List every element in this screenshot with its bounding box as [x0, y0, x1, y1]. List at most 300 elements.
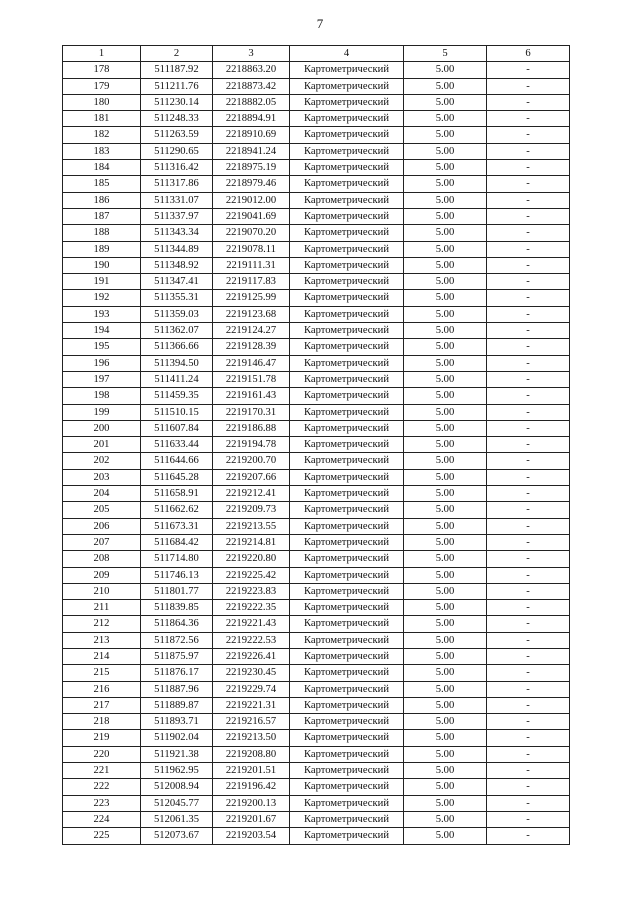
table-row — [63, 697, 570, 713]
y-coordinate-cell: 2219220.80 — [213, 551, 290, 567]
y-coordinate-cell: 2219214.81 — [213, 534, 290, 550]
point-number-cell: 214 — [63, 648, 141, 664]
y-coordinate-cell: 2219070.20 — [213, 225, 290, 241]
y-coordinate-cell: 2219041.69 — [213, 208, 290, 224]
point-number-cell: 223 — [63, 795, 141, 811]
method-cell: Картометрический — [290, 632, 404, 648]
x-coordinate-cell: 511211.76 — [141, 78, 213, 94]
table-row — [63, 274, 570, 290]
y-coordinate-cell: 2219151.78 — [213, 371, 290, 387]
y-coordinate-cell: 2219213.50 — [213, 730, 290, 746]
y-coordinate-cell: 2219225.42 — [213, 567, 290, 583]
accuracy-cell: 5.00 — [404, 648, 487, 664]
note-cell: - — [487, 241, 570, 257]
accuracy-cell: 5.00 — [404, 518, 487, 534]
point-number-cell: 198 — [63, 388, 141, 404]
column-header: 5 — [404, 46, 487, 62]
note-cell: - — [487, 486, 570, 502]
accuracy-cell: 5.00 — [404, 355, 487, 371]
x-coordinate-cell: 512061.35 — [141, 811, 213, 827]
x-coordinate-cell: 511658.91 — [141, 486, 213, 502]
method-cell: Картометрический — [290, 795, 404, 811]
x-coordinate-cell: 511411.24 — [141, 371, 213, 387]
table-row — [63, 371, 570, 387]
method-cell: Картометрический — [290, 600, 404, 616]
table-row — [63, 290, 570, 306]
table-row — [63, 469, 570, 485]
x-coordinate-cell: 511317.86 — [141, 176, 213, 192]
note-cell: - — [487, 111, 570, 127]
table-row — [63, 192, 570, 208]
note-cell: - — [487, 811, 570, 827]
note-cell: - — [487, 339, 570, 355]
x-coordinate-cell: 511347.41 — [141, 274, 213, 290]
note-cell: - — [487, 616, 570, 632]
method-cell: Картометрический — [290, 714, 404, 730]
y-coordinate-cell: 2219221.31 — [213, 697, 290, 713]
accuracy-cell: 5.00 — [404, 192, 487, 208]
note-cell: - — [487, 567, 570, 583]
y-coordinate-cell: 2219128.39 — [213, 339, 290, 355]
method-cell: Картометрический — [290, 811, 404, 827]
note-cell: - — [487, 453, 570, 469]
x-coordinate-cell: 511662.62 — [141, 502, 213, 518]
y-coordinate-cell: 2219201.67 — [213, 811, 290, 827]
method-cell: Картометрический — [290, 371, 404, 387]
point-number-cell: 213 — [63, 632, 141, 648]
column-header: 4 — [290, 46, 404, 62]
method-cell: Картометрический — [290, 192, 404, 208]
accuracy-cell: 5.00 — [404, 257, 487, 273]
note-cell: - — [487, 290, 570, 306]
y-coordinate-cell: 2219200.13 — [213, 795, 290, 811]
point-number-cell: 179 — [63, 78, 141, 94]
y-coordinate-cell: 2218873.42 — [213, 78, 290, 94]
method-cell: Картометрический — [290, 534, 404, 550]
point-number-cell: 186 — [63, 192, 141, 208]
note-cell: - — [487, 763, 570, 779]
x-coordinate-cell: 511746.13 — [141, 567, 213, 583]
method-cell: Картометрический — [290, 616, 404, 632]
point-number-cell: 207 — [63, 534, 141, 550]
y-coordinate-cell: 2219078.11 — [213, 241, 290, 257]
note-cell: - — [487, 404, 570, 420]
accuracy-cell: 5.00 — [404, 567, 487, 583]
table-row — [63, 94, 570, 110]
point-number-cell: 216 — [63, 681, 141, 697]
method-cell: Картометрический — [290, 323, 404, 339]
note-cell: - — [487, 828, 570, 844]
x-coordinate-cell: 512008.94 — [141, 779, 213, 795]
method-cell: Картометрический — [290, 437, 404, 453]
note-cell: - — [487, 583, 570, 599]
y-coordinate-cell: 2219216.57 — [213, 714, 290, 730]
x-coordinate-cell: 511921.38 — [141, 746, 213, 762]
note-cell: - — [487, 697, 570, 713]
method-cell: Картометрический — [290, 828, 404, 844]
table-row — [63, 779, 570, 795]
accuracy-cell: 5.00 — [404, 730, 487, 746]
note-cell: - — [487, 502, 570, 518]
x-coordinate-cell: 511864.36 — [141, 616, 213, 632]
table-row — [63, 502, 570, 518]
y-coordinate-cell: 2219124.27 — [213, 323, 290, 339]
note-cell: - — [487, 665, 570, 681]
column-header: 1 — [63, 46, 141, 62]
table-row — [63, 404, 570, 420]
x-coordinate-cell: 511359.03 — [141, 306, 213, 322]
table-row — [63, 111, 570, 127]
x-coordinate-cell: 512045.77 — [141, 795, 213, 811]
x-coordinate-cell: 511510.15 — [141, 404, 213, 420]
point-number-cell: 202 — [63, 453, 141, 469]
point-number-cell: 225 — [63, 828, 141, 844]
accuracy-cell: 5.00 — [404, 306, 487, 322]
x-coordinate-cell: 511187.92 — [141, 62, 213, 78]
accuracy-cell: 5.00 — [404, 665, 487, 681]
method-cell: Картометрический — [290, 730, 404, 746]
point-number-cell: 188 — [63, 225, 141, 241]
accuracy-cell: 5.00 — [404, 274, 487, 290]
column-header: 6 — [487, 46, 570, 62]
table-header-row — [63, 46, 570, 62]
table-row — [63, 143, 570, 159]
x-coordinate-cell: 511343.34 — [141, 225, 213, 241]
table-row — [63, 388, 570, 404]
note-cell: - — [487, 730, 570, 746]
accuracy-cell: 5.00 — [404, 143, 487, 159]
method-cell: Картометрический — [290, 274, 404, 290]
point-number-cell: 195 — [63, 339, 141, 355]
x-coordinate-cell: 511839.85 — [141, 600, 213, 616]
point-number-cell: 221 — [63, 763, 141, 779]
coordinates-table — [62, 45, 570, 845]
method-cell: Картометрический — [290, 78, 404, 94]
point-number-cell: 206 — [63, 518, 141, 534]
note-cell: - — [487, 534, 570, 550]
table-row — [63, 323, 570, 339]
method-cell: Картометрический — [290, 518, 404, 534]
note-cell: - — [487, 62, 570, 78]
method-cell: Картометрический — [290, 355, 404, 371]
note-cell: - — [487, 160, 570, 176]
y-coordinate-cell: 2219012.00 — [213, 192, 290, 208]
table-row — [63, 518, 570, 534]
method-cell: Картометрический — [290, 502, 404, 518]
method-cell: Картометрический — [290, 339, 404, 355]
table-row — [63, 714, 570, 730]
y-coordinate-cell: 2218910.69 — [213, 127, 290, 143]
table-row — [63, 339, 570, 355]
accuracy-cell: 5.00 — [404, 763, 487, 779]
point-number-cell: 201 — [63, 437, 141, 453]
accuracy-cell: 5.00 — [404, 290, 487, 306]
point-number-cell: 190 — [63, 257, 141, 273]
x-coordinate-cell: 511344.89 — [141, 241, 213, 257]
x-coordinate-cell: 511673.31 — [141, 518, 213, 534]
column-header: 3 — [213, 46, 290, 62]
table-row — [63, 583, 570, 599]
table-row — [63, 795, 570, 811]
accuracy-cell: 5.00 — [404, 795, 487, 811]
method-cell: Картометрический — [290, 388, 404, 404]
table-row — [63, 127, 570, 143]
x-coordinate-cell: 511644.66 — [141, 453, 213, 469]
x-coordinate-cell: 511876.17 — [141, 665, 213, 681]
table-row — [63, 811, 570, 827]
x-coordinate-cell: 511645.28 — [141, 469, 213, 485]
x-coordinate-cell: 511902.04 — [141, 730, 213, 746]
note-cell: - — [487, 600, 570, 616]
y-coordinate-cell: 2219196.42 — [213, 779, 290, 795]
note-cell: - — [487, 632, 570, 648]
method-cell: Картометрический — [290, 681, 404, 697]
x-coordinate-cell: 511962.95 — [141, 763, 213, 779]
point-number-cell: 191 — [63, 274, 141, 290]
point-number-cell: 187 — [63, 208, 141, 224]
note-cell: - — [487, 779, 570, 795]
accuracy-cell: 5.00 — [404, 453, 487, 469]
accuracy-cell: 5.00 — [404, 160, 487, 176]
method-cell: Картометрический — [290, 241, 404, 257]
y-coordinate-cell: 2219194.78 — [213, 437, 290, 453]
x-coordinate-cell: 511607.84 — [141, 420, 213, 436]
x-coordinate-cell: 511331.07 — [141, 192, 213, 208]
note-cell: - — [487, 323, 570, 339]
method-cell: Картометрический — [290, 176, 404, 192]
point-number-cell: 208 — [63, 551, 141, 567]
accuracy-cell: 5.00 — [404, 632, 487, 648]
x-coordinate-cell: 511872.56 — [141, 632, 213, 648]
accuracy-cell: 5.00 — [404, 78, 487, 94]
y-coordinate-cell: 2218941.24 — [213, 143, 290, 159]
y-coordinate-cell: 2219146.47 — [213, 355, 290, 371]
accuracy-cell: 5.00 — [404, 469, 487, 485]
point-number-cell: 197 — [63, 371, 141, 387]
table-row — [63, 420, 570, 436]
y-coordinate-cell: 2219203.54 — [213, 828, 290, 844]
y-coordinate-cell: 2218894.91 — [213, 111, 290, 127]
note-cell: - — [487, 306, 570, 322]
table-row — [63, 160, 570, 176]
y-coordinate-cell: 2218975.19 — [213, 160, 290, 176]
y-coordinate-cell: 2219222.53 — [213, 632, 290, 648]
accuracy-cell: 5.00 — [404, 714, 487, 730]
table-row — [63, 616, 570, 632]
table-row — [63, 453, 570, 469]
point-number-cell: 220 — [63, 746, 141, 762]
note-cell: - — [487, 681, 570, 697]
table-row — [63, 665, 570, 681]
note-cell: - — [487, 518, 570, 534]
table-row — [63, 551, 570, 567]
note-cell: - — [487, 469, 570, 485]
note-cell: - — [487, 714, 570, 730]
y-coordinate-cell: 2219209.73 — [213, 502, 290, 518]
point-number-cell: 215 — [63, 665, 141, 681]
accuracy-cell: 5.00 — [404, 811, 487, 827]
x-coordinate-cell: 511230.14 — [141, 94, 213, 110]
accuracy-cell: 5.00 — [404, 208, 487, 224]
accuracy-cell: 5.00 — [404, 127, 487, 143]
accuracy-cell: 5.00 — [404, 746, 487, 762]
note-cell: - — [487, 371, 570, 387]
table-body — [63, 62, 570, 844]
x-coordinate-cell: 511248.33 — [141, 111, 213, 127]
point-number-cell: 211 — [63, 600, 141, 616]
y-coordinate-cell: 2219229.74 — [213, 681, 290, 697]
accuracy-cell: 5.00 — [404, 551, 487, 567]
point-number-cell: 204 — [63, 486, 141, 502]
method-cell: Картометрический — [290, 763, 404, 779]
point-number-cell: 224 — [63, 811, 141, 827]
method-cell: Картометрический — [290, 257, 404, 273]
method-cell: Картометрический — [290, 746, 404, 762]
y-coordinate-cell: 2219230.45 — [213, 665, 290, 681]
table-row — [63, 257, 570, 273]
point-number-cell: 182 — [63, 127, 141, 143]
method-cell: Картометрический — [290, 127, 404, 143]
table-row — [63, 437, 570, 453]
method-cell: Картометрический — [290, 665, 404, 681]
column-header: 2 — [141, 46, 213, 62]
table-row — [63, 632, 570, 648]
note-cell: - — [487, 78, 570, 94]
point-number-cell: 194 — [63, 323, 141, 339]
x-coordinate-cell: 511633.44 — [141, 437, 213, 453]
table-row — [63, 730, 570, 746]
table-row — [63, 534, 570, 550]
x-coordinate-cell: 511887.96 — [141, 681, 213, 697]
method-cell: Картометрический — [290, 469, 404, 485]
accuracy-cell: 5.00 — [404, 437, 487, 453]
x-coordinate-cell: 511348.92 — [141, 257, 213, 273]
y-coordinate-cell: 2219223.83 — [213, 583, 290, 599]
method-cell: Картометрический — [290, 648, 404, 664]
accuracy-cell: 5.00 — [404, 371, 487, 387]
method-cell: Картометрический — [290, 486, 404, 502]
y-coordinate-cell: 2218882.05 — [213, 94, 290, 110]
point-number-cell: 217 — [63, 697, 141, 713]
table-row — [63, 306, 570, 322]
accuracy-cell: 5.00 — [404, 779, 487, 795]
y-coordinate-cell: 2219125.99 — [213, 290, 290, 306]
y-coordinate-cell: 2219221.43 — [213, 616, 290, 632]
x-coordinate-cell: 511889.87 — [141, 697, 213, 713]
y-coordinate-cell: 2219123.68 — [213, 306, 290, 322]
y-coordinate-cell: 2219208.80 — [213, 746, 290, 762]
table-row — [63, 567, 570, 583]
point-number-cell: 189 — [63, 241, 141, 257]
accuracy-cell: 5.00 — [404, 225, 487, 241]
point-number-cell: 178 — [63, 62, 141, 78]
method-cell: Картометрический — [290, 420, 404, 436]
point-number-cell: 185 — [63, 176, 141, 192]
x-coordinate-cell: 511290.65 — [141, 143, 213, 159]
method-cell: Картометрический — [290, 404, 404, 420]
method-cell: Картометрический — [290, 551, 404, 567]
note-cell: - — [487, 176, 570, 192]
y-coordinate-cell: 2219207.66 — [213, 469, 290, 485]
accuracy-cell: 5.00 — [404, 241, 487, 257]
point-number-cell: 183 — [63, 143, 141, 159]
note-cell: - — [487, 746, 570, 762]
accuracy-cell: 5.00 — [404, 828, 487, 844]
table-row — [63, 62, 570, 78]
table-row — [63, 486, 570, 502]
method-cell: Картометрический — [290, 453, 404, 469]
accuracy-cell: 5.00 — [404, 502, 487, 518]
point-number-cell: 210 — [63, 583, 141, 599]
y-coordinate-cell: 2218863.20 — [213, 62, 290, 78]
x-coordinate-cell: 511394.50 — [141, 355, 213, 371]
accuracy-cell: 5.00 — [404, 616, 487, 632]
note-cell: - — [487, 274, 570, 290]
method-cell: Картометрический — [290, 779, 404, 795]
note-cell: - — [487, 127, 570, 143]
point-number-cell: 219 — [63, 730, 141, 746]
point-number-cell: 180 — [63, 94, 141, 110]
note-cell: - — [487, 551, 570, 567]
method-cell: Картометрический — [290, 62, 404, 78]
x-coordinate-cell: 511684.42 — [141, 534, 213, 550]
point-number-cell: 205 — [63, 502, 141, 518]
accuracy-cell: 5.00 — [404, 534, 487, 550]
table-row — [63, 763, 570, 779]
note-cell: - — [487, 192, 570, 208]
accuracy-cell: 5.00 — [404, 323, 487, 339]
table-row — [63, 600, 570, 616]
note-cell: - — [487, 795, 570, 811]
note-cell: - — [487, 388, 570, 404]
y-coordinate-cell: 2219222.35 — [213, 600, 290, 616]
point-number-cell: 192 — [63, 290, 141, 306]
x-coordinate-cell: 511337.97 — [141, 208, 213, 224]
y-coordinate-cell: 2219213.55 — [213, 518, 290, 534]
x-coordinate-cell: 511875.97 — [141, 648, 213, 664]
x-coordinate-cell: 511263.59 — [141, 127, 213, 143]
accuracy-cell: 5.00 — [404, 176, 487, 192]
table-row — [63, 176, 570, 192]
y-coordinate-cell: 2219201.51 — [213, 763, 290, 779]
y-coordinate-cell: 2219117.83 — [213, 274, 290, 290]
table-row — [63, 78, 570, 94]
table-row — [63, 355, 570, 371]
method-cell: Картометрический — [290, 697, 404, 713]
accuracy-cell: 5.00 — [404, 388, 487, 404]
note-cell: - — [487, 143, 570, 159]
point-number-cell: 203 — [63, 469, 141, 485]
method-cell: Картометрический — [290, 160, 404, 176]
method-cell: Картометрический — [290, 290, 404, 306]
point-number-cell: 196 — [63, 355, 141, 371]
point-number-cell: 222 — [63, 779, 141, 795]
method-cell: Картометрический — [290, 583, 404, 599]
accuracy-cell: 5.00 — [404, 600, 487, 616]
x-coordinate-cell: 511316.42 — [141, 160, 213, 176]
x-coordinate-cell: 511459.35 — [141, 388, 213, 404]
y-coordinate-cell: 2219226.41 — [213, 648, 290, 664]
accuracy-cell: 5.00 — [404, 486, 487, 502]
method-cell: Картометрический — [290, 111, 404, 127]
note-cell: - — [487, 648, 570, 664]
point-number-cell: 199 — [63, 404, 141, 420]
method-cell: Картометрический — [290, 94, 404, 110]
accuracy-cell: 5.00 — [404, 94, 487, 110]
x-coordinate-cell: 512073.67 — [141, 828, 213, 844]
x-coordinate-cell: 511893.71 — [141, 714, 213, 730]
accuracy-cell: 5.00 — [404, 62, 487, 78]
